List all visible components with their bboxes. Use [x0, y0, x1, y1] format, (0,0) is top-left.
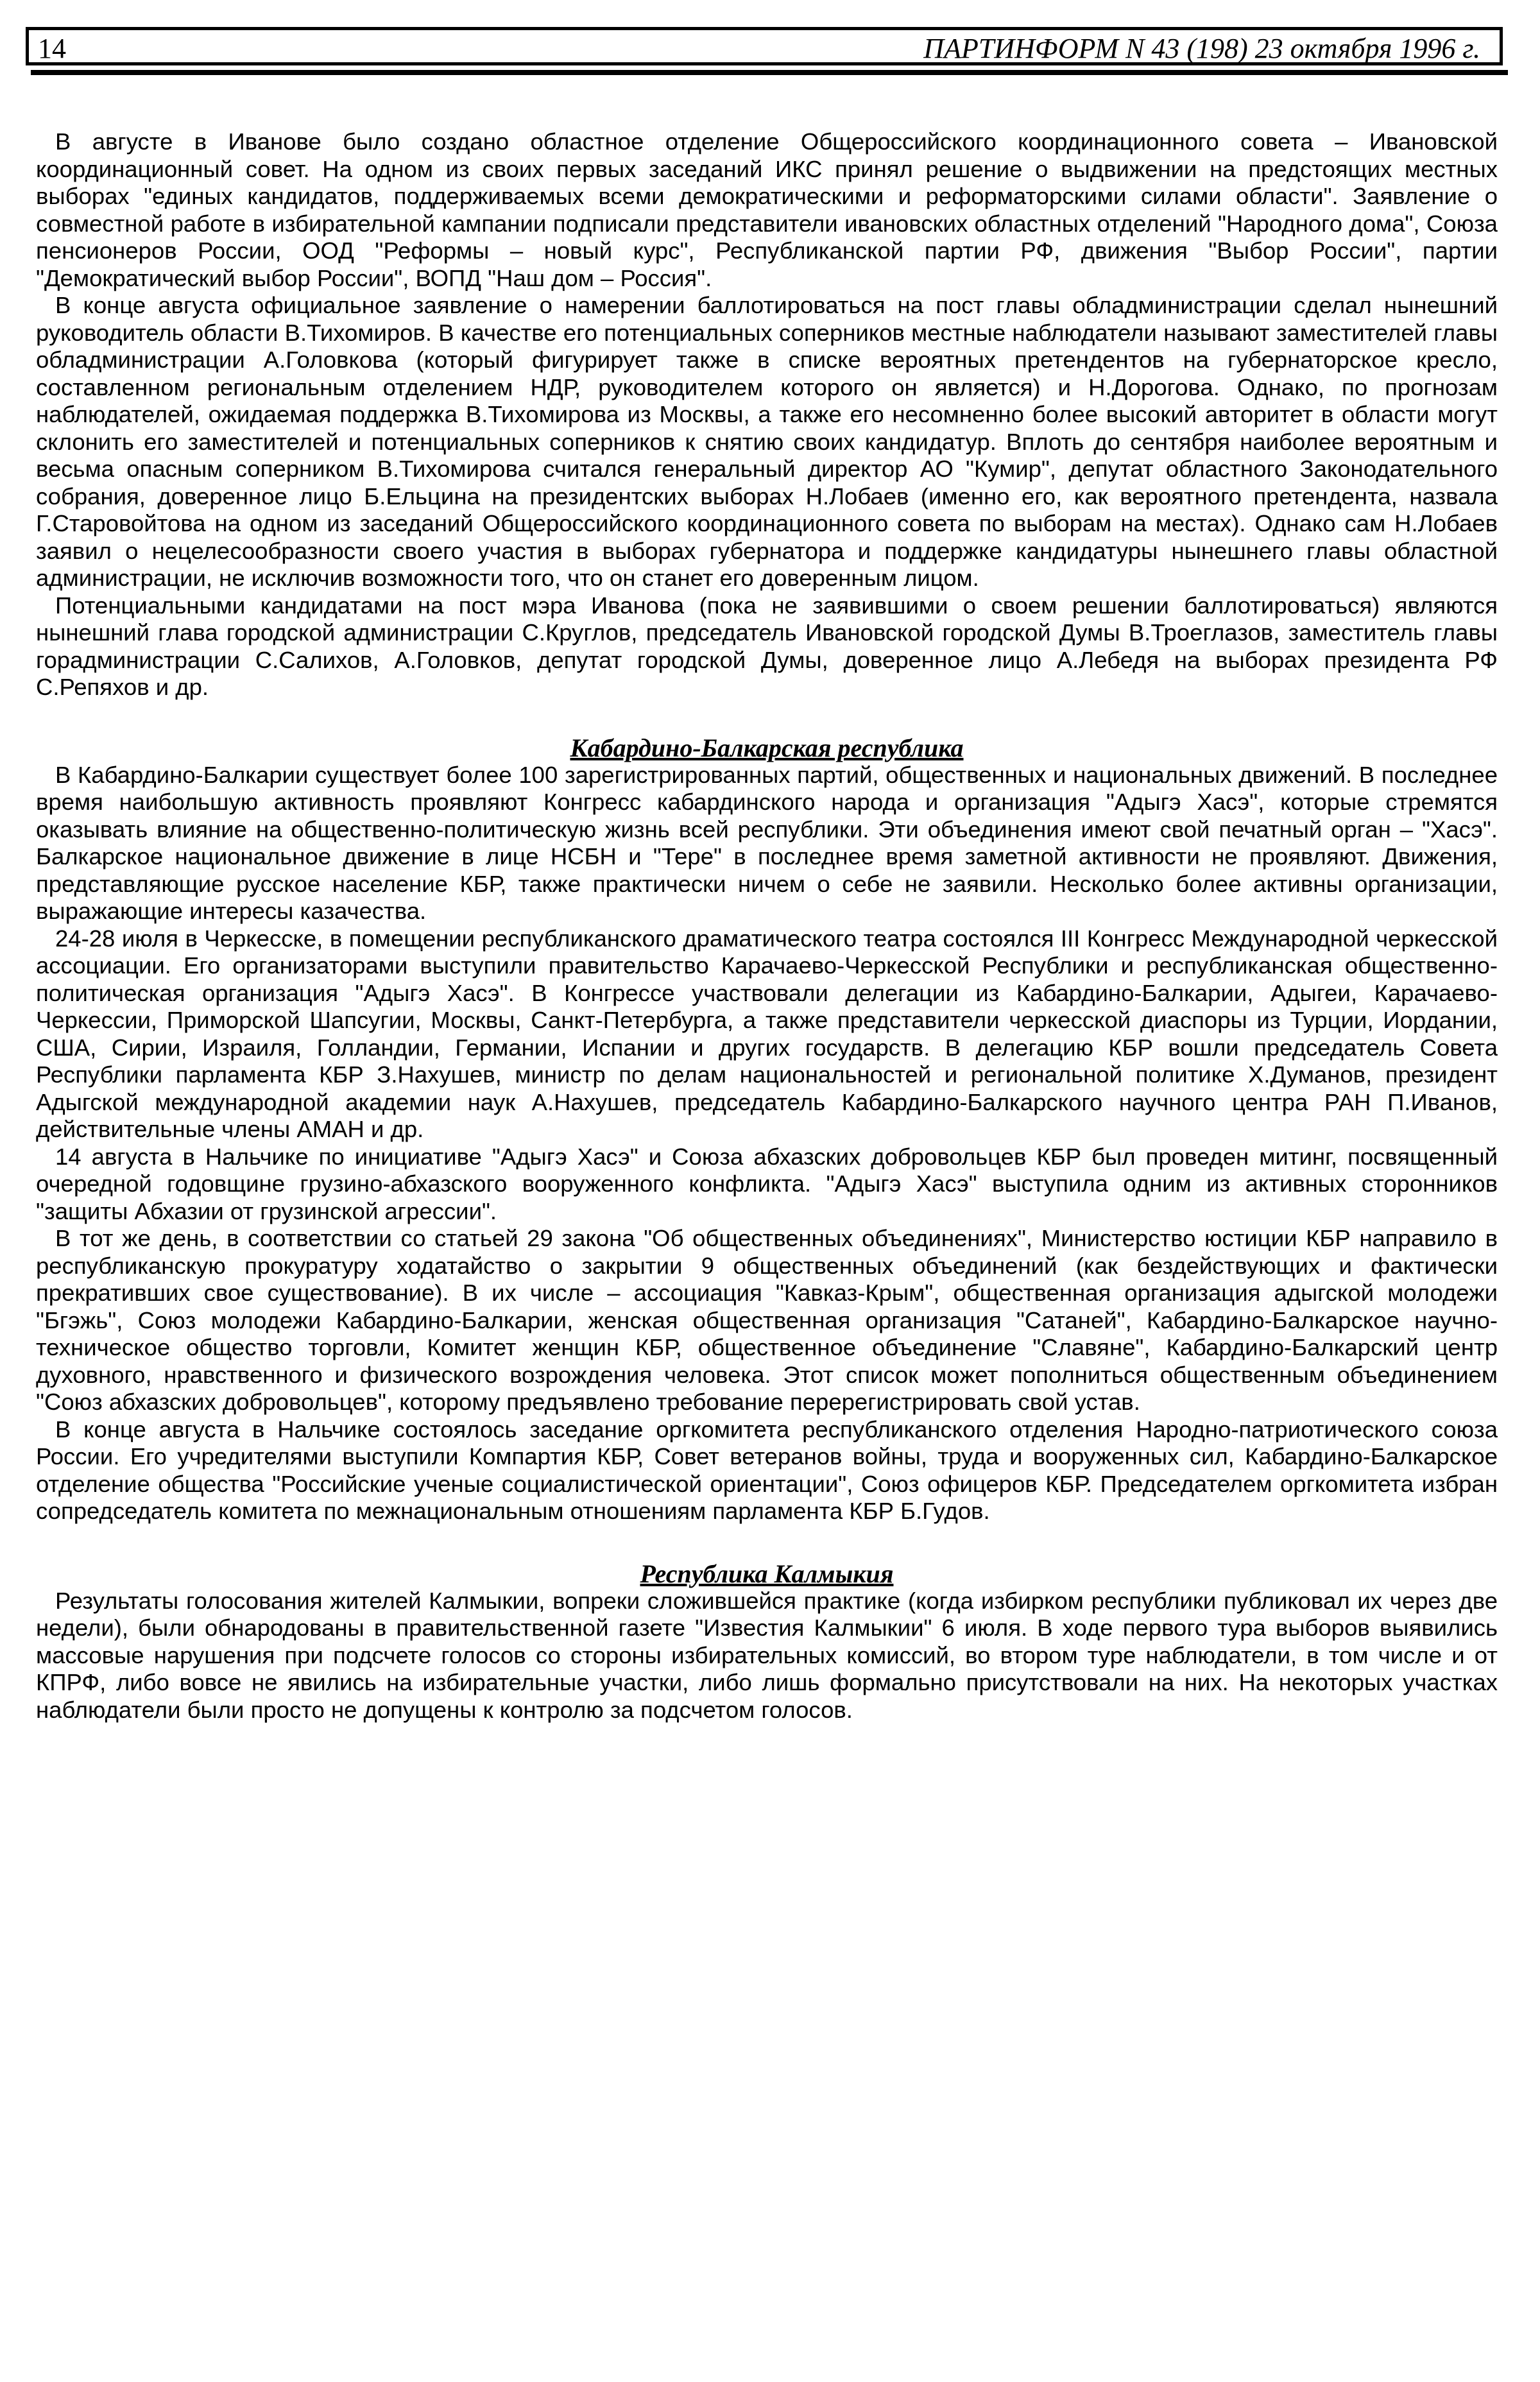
ivanovo-section — [36, 128, 1498, 701]
page-number: 14 — [38, 33, 66, 64]
paragraph: В августе в Иванове было создано областное отделение Общероссийского координационного совета – Ивановской координационный совет. На одном из своих первых заседаний ИКС принял решение о выдвижении на предстоящих местных выборах "единых кандидатов, поддерживаемых всеми демократическими и реформаторскими силами области". Заявление о совместной работе в избирательной кампании подписали представители ивановских областных отделений "Народного дома", Союза пенсионеров России, ООД "Реформы – новый курс", Республиканской партии РФ, движения "Выбор России", партии "Демократический выбор России", ВОПД "Наш дом – Россия". — [36, 128, 1498, 291]
paragraph: В Кабардино-Балкарии существует более 100 зарегистрированных партий, общественных и национальных движений. В последнее время наибольшую активность проявляют Конгресс кабардинского народа и организация "Адыгэ Хасэ", которые стремятся оказывать влияние на общественно-политическую жизнь всей республики. Эти объединения имеют свой печатный орган – "Хасэ". Балкарское национальное движение в лице НСБН и "Тере" в последнее время заметной активности не проявляют. Движения, представляющие русское население КБР, также практически ничем о себе не заявили. Несколько более активны организации, выражающие интересы казачества. — [36, 761, 1498, 924]
paragraph: Результаты голосования жителей Калмыкии, вопреки сложившейся практике (когда избирком республики публиковал их через две недели), были обнародованы в правительственной газете "Известия Калмыкии" 6 июля. В ходе первого тура выборов выявились массовые нарушения при подсчете голосов со стороны избирательных комиссий, во втором туре наблюдатели, в том числе и от КПРФ, либо вовсе не явились на избирательные участки, либо лишь формально присутствовали на них. На некоторых участках наблюдатели были просто не допущены к контролю за подсчетом голосов. — [36, 1587, 1498, 1723]
issue-info: ПАРТИНФОРМ N 43 (198) 23 октября 1996 г. — [923, 33, 1480, 64]
section-spacer — [36, 1525, 1498, 1561]
section-heading-kbr: Кабардино-Балкарская республика — [570, 733, 964, 762]
article-body — [36, 128, 1498, 1724]
section-spacer — [36, 701, 1498, 735]
kbr-section — [36, 735, 1498, 1525]
paragraph: В тот же день, в соответствии со статьей 29 закона "Об общественных объединениях", Министерство юстиции КБР направило в республиканскую прокуратуру ходатайство о закрытии 9 общественных объединений (как бездействующих и фактически прекративших свое существование). В их числе – ассоциация "Кавказ-Крым", общественная организация адыгской молодежи "Бгэжь", Союз молодежи Кабардино-Балкарии, женская общественная организация "Сатаней", Кабардино-Балкарское научно-техническое общество торговли, Комитет женщин КБР, общественное объединение "Славяне", Кабардино-Балкарский центр духовного, нравственного и физического возрождения человека. Этот список может пополниться общественным объединением "Союз абхазских добровольцев", которому предъявлено требование перерегистрировать свой устав. — [36, 1225, 1498, 1415]
paragraph: 24-28 июля в Черкесске, в помещении республиканского драматического театра состоялся III Конгресс Международной черкесской ассоциации. Его организаторами выступили правительство Карачаево-Черкесской Республики и республиканская общественно-политическая организация "Адыгэ Хасэ". В Конгрессе участвовали делегации из Кабардино-Балкарии, Адыгеи, Карачаево-Черкессии, Приморской Шапсугии, Москвы, Санкт-Петербурга, а также представители черкесской диаспоры из Турции, Иордании, США, Сирии, Израиля, Голландии, Германии, Испании и других государств. В делегацию КБР вошли председатель Совета Республики парламента КБР З.Нахушев, министр по делам национальностей и региональной политике Х.Думанов, президент Адыгской международной академии наук А.Нахушев, председатель Кабардино-Балкарского научного центра РАН П.Иванов, действительные члены АМАН и др. — [36, 925, 1498, 1142]
paragraph: 14 августа в Нальчике по инициативе "Адыгэ Хасэ" и Союза абхазских добровольцев КБР был проведен митинг, посвященный очередной годовщине грузино-абхазского вооруженного конфликта. "Адыгэ Хасэ" выступила одним из активных сторонников "защиты Абхазии от грузинской агрессии". — [36, 1143, 1498, 1224]
paragraph: В конце августа в Нальчике состоялось заседание оргкомитета республиканского отделения Народно-патриотического союза России. Его учредителями выступили Компартия КБР, Совет ветеранов войны, труда и вооруженных сил, Кабардино-Балкарское отделение общества "Российские ученые социалистической ориентации", Союз офицеров КБР. Председателем оргкомитета избран сопредседатель комитета по межнациональным отношениям парламента КБР Б.Гудов. — [36, 1416, 1498, 1524]
section-heading-kalmykia: Республика Калмыкия — [640, 1559, 894, 1588]
page-header — [26, 27, 1503, 65]
paragraph: Потенциальными кандидатами на пост мэра Иванова (пока не заявившими о своем решении баллотироваться) являются нынешний глава городской администрации С.Круглов, председатель Ивановской городской Думы В.Троеглазов, заместитель главы горадминистрации С.Салихов, А.Головков, депутат городской Думы, доверенное лицо А.Лебедя на выборах президента РФ С.Репяхов и др. — [36, 592, 1498, 700]
paragraph: В конце августа официальное заявление о намерении баллотироваться на пост главы обладминистрации сделал нынешний руководитель области В.Тихомиров. В качестве его потенциальных соперников местные наблюдатели называют заместителей главы обладминистрации А.Головкова (который фигурирует также в списке вероятных претендентов на губернаторское кресло, составленном региональным отделением НДР, руководителем которого он является) и Н.Дорогова. Однако, по прогнозам наблюдателей, ожидаемая поддержка В.Тихомирова из Москвы, а также его несомненно более высокий авторитет в области могут склонить его заместителей и потенциальных соперников к снятию своих кандидатур. Вплоть до сентября наиболее вероятным и весьма опасным соперником В.Тихомирова считался генеральный директор АО "Кумир", депутат областного Законодательного собрания, доверенное лицо Б.Ельцина на президентских выборах Н.Лобаев (именно его, как вероятного претендента, назвала Г.Старовойтова на одном из заседаний Общероссийского координационного совета по выборам на местах). Однако сам Н.Лобаев заявил о нецелесообразности своего участия в выборах губернатора и поддержке кандидатуры нынешнего главы областной администрации, не исключив возможности того, что он станет его доверенным лицом. — [36, 292, 1498, 591]
kalmykia-section — [36, 1561, 1498, 1724]
header-shadow-bottom — [31, 70, 1508, 75]
